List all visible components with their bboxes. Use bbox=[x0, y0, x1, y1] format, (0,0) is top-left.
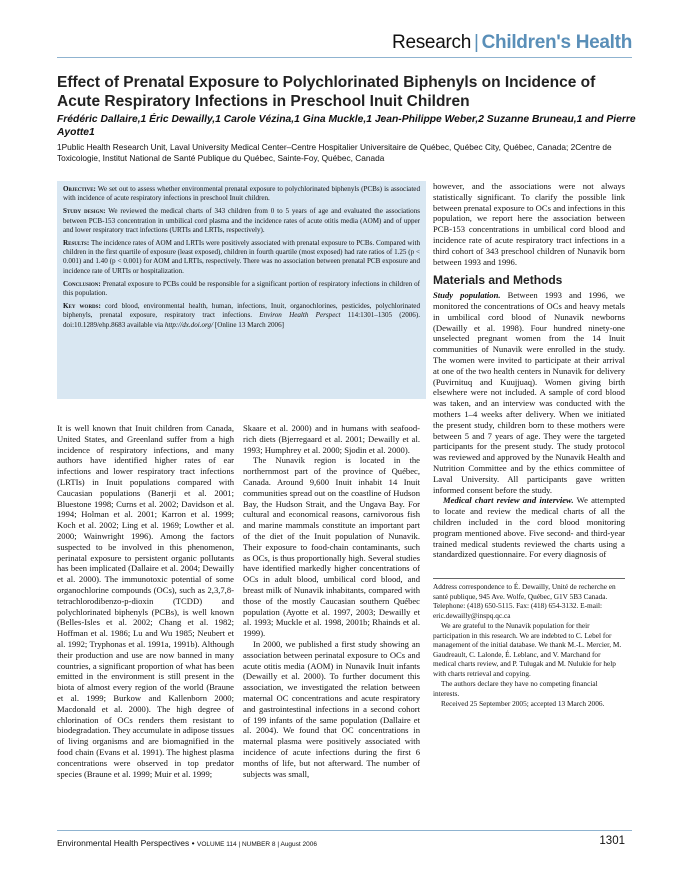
body-column-3 bbox=[433, 181, 625, 576]
affiliations: 1Public Health Research Unit, Laval University Medical Center–Centre Hospitalier Universitaire de Québec, Québec City, Québec, Canada; 2Centre de Toxicologie, Institut National de Santé Publique du Québec, Sainte-Foy, Québec, Canada bbox=[57, 142, 612, 163]
header-research: Research bbox=[392, 32, 471, 53]
footnote-rule bbox=[433, 578, 625, 579]
paragraph-study-population: Study population. Between 1993 and 1996, we monitored the concentrations of OCs and heavy metals in umbilical cord blood of Nunavik newborns (Dewailly et al. 1998). Four hundred ninety-one unselected pregnant women from the 14 Inuit communities of Nunavik were enrolled in the study. The women were invited to participate at their arrival at one of the two health centers in Nunavik for delivery (Puvirnituq and Kuujjuaq). Women giving birth elsewhere were not included. A sample of cord blood was taken, and an interview was conducted with the mothers 1–4 weeks after delivery. When we initiated the present study, children born to these mothers were between 5 and 7 years of age. They were the targeted participants for the present study. The study protocol was reviewed and approved by the Nunavik Health and Nutrition Committee and by the ethics committee of Laval University. All participants gave written informed consent before the study. bbox=[433, 290, 625, 495]
abstract-design: Study design: We reviewed the medical charts of 343 children from 0 to 5 years of age and evaluated the associations between PCB-153 concentration in umbilical cord plasma and the incidence rates of acute otitis media (AOM) and of upper and lower respiratory tract infections (URTIs and LRTIs, respectively). bbox=[63, 207, 420, 234]
paragraph: however, and the associations were not always statistically significant. To clarify the possible link between prenatal exposure to OCs and infections in this population, we report here the association between PCB-153 concentrations in umbilical cord blood and incidence rate of acute respiratory tract infections in a third cohort of 343 preschool children of Nunavik born between 1993 and 1996. bbox=[433, 181, 625, 267]
footer-rule bbox=[57, 830, 632, 831]
footnotes bbox=[433, 582, 625, 710]
footnote-acknowledgments: We are grateful to the Nunavik population for their participation in this research. We are indebted to C. Lebel for management of the initial database. We thank M.-L. Mercier, M. Gaudreault, C. Lalonde, É. Leblanc, and V. Marchand for medical charts review, and P. Tulugak and M. Nulukie for help with charts retrieval and copying. bbox=[433, 621, 622, 678]
journal-header bbox=[392, 32, 632, 54]
body-column-2 bbox=[243, 423, 420, 828]
abstract-keywords: Key words: cord blood, environmental health, human, infections, Inuit, organochlorines, pesticides, polychlorinated biphenyls, prenatal exposure, respiratory tract infections. Environ Health Perspect 114:1301–1305 (2006). doi:10.1289/ehp.8683 available via http://dx.doi.org/ [Online 13 March 2006] bbox=[63, 302, 420, 329]
section-heading-methods: Materials and Methods bbox=[433, 273, 563, 288]
abstract-objective: Objective: We set out to assess whether environmental prenatal exposure to polychlorinated biphenyls (PCBs) is associated with incidence of acute respiratory infections in preschool Inuit children. bbox=[63, 185, 420, 203]
abstract-box bbox=[57, 181, 426, 399]
paragraph-chart-review: Medical chart review and interview. We attempted to locate and review the medical charts of all the children included in the cord blood monitoring program mentioned above. Five second- and third-year trained medical students reviewed the charts using a standardized questionnaire. For every diagnosis of bbox=[433, 495, 625, 560]
page-number: 1301 bbox=[599, 835, 625, 847]
header-section: Children's Health bbox=[481, 32, 632, 53]
footnote-received: Received 25 September 2005; accepted 13 March 2006. bbox=[441, 699, 605, 708]
header-rule bbox=[57, 57, 632, 58]
footnote-competing-interests: The authors declare they have no competing financial interests. bbox=[433, 679, 598, 698]
paragraph: The Nunavik region is located in the northernmost part of the province of Québec, Canada. Around 9,600 Inuit inhabit 14 Inuit communities spread out on the coastline of Hudson Bay, the Hudson Strait, and the Ungava Bay. For cultural and economical reasons, carnivorous fish and marine mammals constitute an important part of the diet of the Inuit population of Nunavik. Their exposure to food-chain contaminants, such as OCs, is thus proportionally high. Several studies have identified markedly higher concentrations of OCs in adult blood, umbilical cord blood, and breast milk of Nunavik inhabitants, compared with those of the mostly Caucasian southern Québec population (Ayotte et al. 1997, 2003; Dewailly et al. 1993; Muckle et al. 1998, 2001b; Rhainds et al. 1999). bbox=[243, 455, 420, 639]
footer-journal: Environmental Health Perspectives • VOLUME 114 | NUMBER 8 | August 2006 bbox=[57, 838, 317, 848]
paragraph: Skaare et al. 2000) and in humans with seafood-rich diets (Bjerregaard et al. 2001; Dewailly et al. 1993; Humphrey et al. 2000; Sjodin et al. 2000). bbox=[243, 423, 420, 455]
abstract-results: Results: The incidence rates of AOM and LRTIs were positively associated with prenatal exposure to PCBs. Compared with children in the first quartile of exposure (least exposed), children in fourth quartile (most exposed) had rate ratios of 1.25 (p < 0.001) and 1.40 (p < 0.001) for AOM and LRTIs, respectively. There was no association between prenatal PCB exposure and incidence rate of URTIs or hospitalization. bbox=[63, 239, 420, 275]
paragraph: It is well known that Inuit children from Canada, United States, and Greenland suffer from a high incidence of respiratory infections, and many authors have identified higher rates of ear infections and lower respiratory tract infections (LRTIs) in Inuit populations compared with Caucasian populations (Banerji et al. 2001; Bluestone 1998; Curns et al. 2002; Davidson et al. 1994; Holman et al. 2001; Karron et al. 1999; Koch et al. 2002; Ling et al. 1969; Lowther et al. 2000; Wainwright 1996). Among the factors suspected to be involved in this phenomenon, perinatal exposure to persistent organic pollutants has been implicated (Dallaire et al. 2004; Dewailly et al. 2000). The immunotoxic potential of some organochlorine compounds (OCs), such as 2,3,7,8-tetrachlorodibenzo-p-dioxin (TCDD) and polychlorinated biphenyls (PCBs), is well known (Belles-Isles et al. 2002; Chang et al. 1982; Hoffman et al. 1986; Lu and Wu 1985; Neubert et al. 1992; Tryphonas et al. 1991a, 1991b). Although their production and use are now banned in many countries, a significant proportion of what has been emitted in the environment is still present in the biota of almost every region of the world (Braune et al. 1999; Burkow and Kallenborn 2000; Macdonald et al. 2000). The high degree of chlorination of OCs renders them resistant to biodegradation. They accumulate in adipose tissues of living organisms and are biomagnified in the food chain (Evans et al. 1991). The highest plasma concentrations were observed in top predator species (Braune et al. 1999; Muir et al. 1999; bbox=[57, 423, 234, 779]
footer-volume: VOLUME 114 | NUMBER 8 | August 2006 bbox=[197, 841, 317, 848]
article-title: Effect of Prenatal Exposure to Polychlorinated Biphenyls on Incidence of Acute Respiratory Infections in Preschool Inuit Children bbox=[57, 74, 596, 110]
body-column-1 bbox=[57, 423, 234, 828]
doi-link[interactable]: http://dx.doi.org/ bbox=[164, 320, 214, 329]
footnote-address: Address correspondence to É. Dewailly, Unité de recherche en santé publique, 945 Ave. Wolfe, Québec, G1V 5B3 Canada. Telephone: (418) 650-5115. Fax: (418) 654-3132. E-mail: eric.dewailly@inspq.qc.ca bbox=[433, 582, 616, 620]
abstract-conclusion: Conclusion: Prenatal exposure to PCBs could be responsible for a significant portion of respiratory infections in children of this population. bbox=[63, 279, 420, 298]
header-separator: | bbox=[473, 32, 479, 53]
paragraph: In 2000, we published a first study showing an association between perinatal exposure to OCs and acute otitis media (AOM) in Nunavik Inuit infants (Dewailly et al. 2000). To further document this association, we investigated the relation between maternal OC concentrations and acute respiratory and gastrointestinal infections in a second cohort of 199 infants of the same population (Dallaire et al. 2004). We found that OC concentrations in maternal plasma were positively associated with incidence of acute infections during the first 6 months of life, but not afterward. The number of subjects was small, bbox=[243, 638, 420, 779]
author-list: Frédéric Dallaire,1 Éric Dewailly,1 Carole Vézina,1 Gina Muckle,1 Jean-Philippe Weber,2 Suzanne Bruneau,1 and Pierre Ayotte1 bbox=[57, 114, 636, 138]
